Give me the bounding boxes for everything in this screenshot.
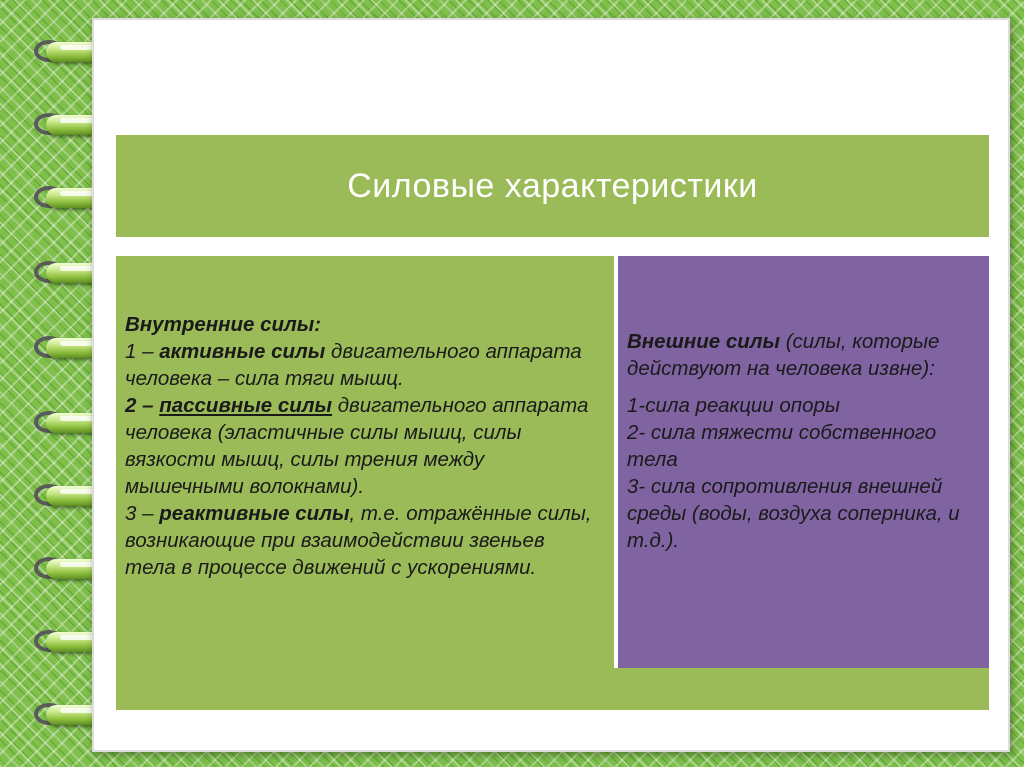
external-item-3: 3- сила сопротивления внешней среды (воды, воздуха соперника, и т.д.). [627, 475, 960, 552]
item1-number: 1 – [125, 340, 160, 363]
item1-text: двигательного аппарата человека – сила тяги мышц. [125, 340, 582, 390]
external-forces-heading: Внешние силы [627, 330, 780, 353]
internal-forces-heading: Внутренние силы: [125, 313, 322, 336]
external-forces-definition: (силы, которые действуют на человека извне): [627, 330, 940, 380]
slide-title: Силовые характеристики [347, 166, 758, 205]
title-bar [116, 135, 989, 237]
external-forces-panel [618, 256, 989, 668]
internal-forces-text [125, 311, 595, 581]
item3-term: реактивные силы [159, 502, 350, 525]
external-forces-intro [627, 328, 977, 382]
external-item-1: 1-сила реакции опоры [627, 394, 840, 417]
item2-number: 2 – [125, 394, 160, 417]
external-forces-list [627, 392, 977, 554]
external-forces-text [627, 328, 977, 554]
item3-text: , т.е. отражённые силы, возникающие при взаимодействии звеньев тела в процессе движений с ускорениями. [125, 502, 592, 579]
item1-term: активные силы [159, 340, 326, 363]
internal-forces-panel [116, 256, 614, 668]
item2-text: двигательного аппарата человека (эластичные силы мышц, силы вязкости мышц, силы трения между мышечными волокнами). [125, 394, 589, 498]
external-item-2: 2- сила тяжести собственного тела [627, 421, 937, 471]
footer-bar [116, 668, 989, 710]
item3-number: 3 – [125, 502, 160, 525]
item2-term: пассивные силы [159, 394, 333, 417]
